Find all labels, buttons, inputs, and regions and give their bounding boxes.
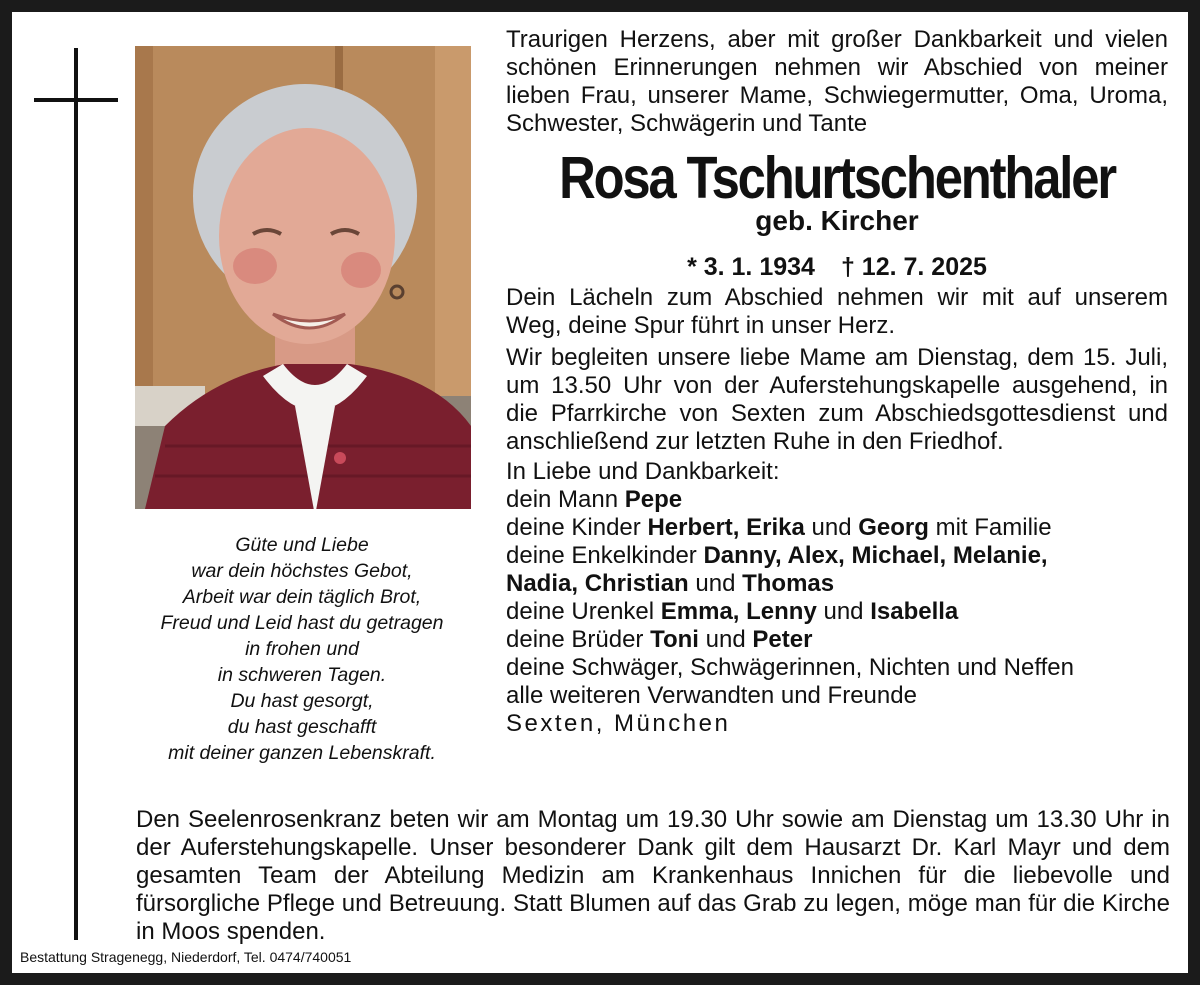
relation-label: dein Mann — [506, 486, 619, 513]
mourner-name: Georg — [858, 514, 929, 541]
poem-line: in schweren Tagen. — [217, 664, 387, 686]
life-dates — [506, 252, 1168, 282]
poem-line: Güte und Liebe — [235, 534, 369, 556]
poem-line: du hast geschafft — [227, 716, 377, 738]
conjunction: und — [811, 514, 852, 541]
mourner-name: Nadia, Christian — [506, 570, 689, 597]
mourner-name: Herbert, Erika — [647, 514, 805, 541]
mourners-intro: In Liebe und Dankbarkeit: — [506, 458, 780, 485]
poem-line: Arbeit war dein täglich Brot, — [182, 586, 422, 608]
cross-icon-vertical — [74, 48, 78, 940]
funeral-home-footer: Bestattung Stragenegg, Niederdorf, Tel. 0474/740051 — [20, 949, 352, 965]
mourner-line-husband — [506, 486, 1168, 514]
mourner-line-great-grandchildren — [506, 598, 1168, 626]
conjunction: und — [823, 598, 864, 625]
obituary-notice — [12, 12, 1188, 973]
relation-label: deine Brüder — [506, 626, 644, 653]
poem-line: Freud und Leid hast du getragen — [160, 612, 444, 634]
mourner-name: Thomas — [742, 570, 835, 597]
portrait-photo — [135, 46, 471, 509]
mourner-line-others: alle weiteren Verwandten und Freunde — [506, 682, 917, 709]
quote-paragraph: Dein Lächeln zum Abschied nehmen wir mit auf unserem Weg, deine Spur führt in unser Herz. — [506, 284, 1168, 339]
portrait-photo-illustration — [135, 46, 471, 509]
poem-line: Du hast gesorgt, — [230, 690, 374, 712]
mourner-line-brothers — [506, 626, 1168, 654]
poem-line: in frohen und — [245, 638, 359, 660]
mourners-list — [506, 458, 1168, 738]
death-date: † 12. 7. 2025 — [840, 253, 987, 281]
cross-icon-horizontal — [34, 98, 118, 102]
rosary-and-thanks-paragraph: Den Seelenrosenkranz beten wir am Montag um 19.30 Uhr sowie am Dienstag um 13.30 Uhr in der Auferstehungskapelle. Unser besonderer Dank gilt dem Hausarzt Dr. Karl Mayr und dem gesamten Team der Abteilung Medizin am Krankenhaus Innichen für die liebevolle und fürsorgliche Pflege und Betreuung. Statt Blumen auf das Grab zu legen, möge man für die Kirche in Moos spenden. — [136, 806, 1170, 945]
conjunction: und — [695, 570, 736, 597]
mourner-line-children — [506, 514, 1168, 542]
mourner-name: Toni — [650, 626, 699, 653]
service-paragraph: Wir begleiten unsere liebe Mame am Dienstag, dem 15. Juli, um 13.50 Uhr von der Auferstehungskapelle ausgehend, in die Pfarrkirche von Sexten zum Abschiedsgottesdienst und anschließend zur letzten Ruhe in den Friedhof. — [506, 344, 1168, 455]
relation-suffix: mit Familie — [935, 514, 1052, 541]
conjunction: und — [705, 626, 746, 653]
mourner-name: Emma, Lenny — [660, 598, 817, 625]
relation-label: deine Enkelkinder — [506, 542, 697, 569]
mourners-place: Sexten, München — [506, 710, 731, 737]
mourner-line-grandchildren — [506, 542, 1168, 570]
poem-line: mit deiner ganzen Lebenskraft. — [168, 742, 436, 764]
main-text-column — [506, 26, 1168, 738]
relation-label: deine Kinder — [506, 514, 641, 541]
relation-label: deine Urenkel — [506, 598, 655, 625]
birth-name: geb. Kircher — [755, 205, 919, 236]
mourner-name: Pepe — [624, 486, 683, 513]
intro-paragraph: Traurigen Herzens, aber mit großer Dankbarkeit und vielen schönen Erinnerungen nehmen wir Abschied von meiner lieben Frau, unserer Mame, Schwiegermutter, Oma, Uroma, Schwester, Schwägerin und Tante — [506, 26, 1168, 137]
poem-line: war dein höchstes Gebot, — [191, 560, 413, 582]
mourner-name: Danny, Alex, Michael, Melanie, — [703, 542, 1048, 569]
mourner-line-grandchildren-cont — [506, 570, 1168, 598]
poem — [122, 532, 482, 766]
mourner-name: Peter — [752, 626, 813, 653]
mourner-name: Isabella — [870, 598, 959, 625]
mourner-line-in-laws: deine Schwäger, Schwägerinnen, Nichten und Neffen — [506, 654, 1074, 681]
deceased-name: Rosa Tschurtschenthaler — [559, 145, 1115, 211]
birth-date: * 3. 1. 1934 — [687, 253, 815, 281]
